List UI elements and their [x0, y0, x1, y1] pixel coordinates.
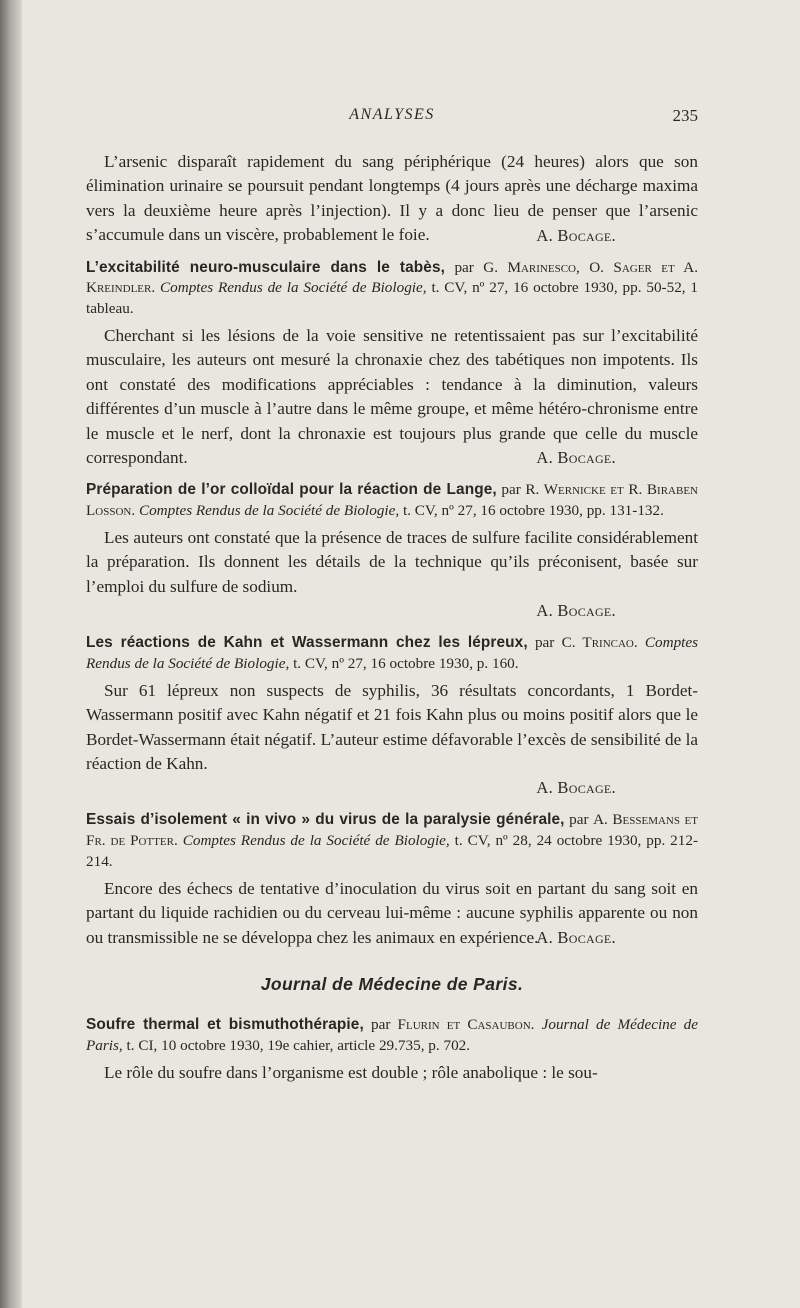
- by-word: par: [569, 811, 589, 829]
- source-details: t. CV, nº 27, 16 octobre 1930, pp. 50-52, 1 tableau.: [86, 279, 699, 318]
- running-head: [86, 106, 698, 132]
- article-title: Les réactions de Kahn et Wassermann chez les lépreux,: [86, 634, 528, 652]
- abstract-body: L’arsenic disparaît rapidement du sang périphérique (24 heures) alors que son élimination urinaire se poursuit pendant longtemps (4 jours après une décharge maxima vers la deuxième heure après l’injection). Il y a donc lieu de penser que l’arsenic s’accumule dans un viscère, probablement le foie.: [86, 152, 698, 245]
- source-journal: Comptes Rendus de la Société de Biologie,: [138, 502, 400, 520]
- authors: Flurin et Casaubon.: [397, 1016, 535, 1034]
- source-journal: Journal de Médecine de Paris,: [86, 1016, 699, 1054]
- by-word: par: [534, 634, 555, 652]
- by-word: par: [370, 1016, 391, 1034]
- article-title: L’excitabilité neuro-musculaire dans le tabès,: [86, 258, 445, 276]
- article-title: Préparation de l’or colloïdal pour la réaction de Lange,: [86, 481, 497, 499]
- scan-edge-shadow: [0, 0, 22, 1308]
- abstract-entry: [86, 480, 698, 623]
- authors: R. Wernicke et R. Biraben Losson.: [86, 481, 698, 520]
- journal-section-heading: Journal de Médecine de Paris.: [260, 974, 524, 995]
- abstract-entry: [86, 1015, 698, 1085]
- abstract-entry: [86, 810, 698, 950]
- abstract-signature: A. Bocage.: [536, 928, 616, 948]
- by-word: par: [501, 481, 521, 499]
- article-title: Essais d’isolement « in vivo » du virus de la paralysie générale,: [86, 811, 565, 829]
- page-content: [86, 150, 698, 1085]
- source-details: t. CV, nº 27, 16 octobre 1930, pp. 131-132.: [402, 502, 664, 520]
- abstract-body: Le rôle du soufre dans l’organisme est double ; rôle anabolique : le sou-: [104, 1062, 598, 1082]
- intro-abstract: [86, 150, 698, 248]
- authors: C. Trincao.: [561, 634, 638, 652]
- abstract-signature: A. Bocage.: [536, 778, 616, 798]
- source-details: t. CV, nº 28, 24 octobre 1930, pp. 212-214.: [86, 832, 699, 871]
- abstract-body: Encore des échecs de tentative d’inoculation du virus soit en partant du sang soit en partant du liquide rachidien ou du cerveau lui-même : aucune syphilis apparente ou non ou transmissible ne se développa chez les animaux en expérience.: [86, 878, 698, 947]
- article-title: Soufre thermal et bismuthothérapie,: [86, 1016, 364, 1034]
- abstract-signature: A. Bocage.: [536, 225, 616, 245]
- abstract-entry: [86, 633, 698, 800]
- source-details: t. CV, nº 27, 16 octobre 1930, p. 160.: [293, 655, 519, 673]
- source-journal: Comptes Rendus de la Société de Biologie,: [182, 832, 450, 850]
- reference: [86, 633, 698, 675]
- page-number: 235: [672, 106, 698, 125]
- authors: A. Bessemans et Fr. de Potter.: [86, 811, 698, 850]
- source-details: t. CI, 10 octobre 1930, 19e cahier, article 29.735, p. 702.: [126, 1036, 471, 1054]
- reference: [86, 1015, 698, 1057]
- running-head-title: ANALYSES: [349, 106, 435, 123]
- abstract-body: Cherchant si les lésions de la voie sensitive ne retentissaient pas sur l’excitabilité musculaire, les auteurs ont mesuré la chronaxie chez des tabétiques non impotents. Ils ont constaté des modifications appréciables : tendance à la diminution, valeurs différentes d’un muscle à l’autre dans le même groupe, et même hétéro-chronisme entre le muscle et le nerf, dont la chronaxie est toujours plus grande que celle du muscle correspondant.: [86, 326, 698, 468]
- abstract-signature: A. Bocage.: [536, 601, 616, 621]
- by-word: par: [454, 258, 474, 276]
- abstract-entry: [86, 258, 698, 471]
- abstract-body: Sur 61 lépreux non suspects de syphilis, 36 résultats concordants, 1 Bordet-Wassermann positif avec Kahn négatif et 21 fois Kahn plus ou moins positif alors que le Bordet-Wassermann était négatif. L’auteur estime défavorable l’excès de sensibilité de la réaction de Kahn.: [86, 680, 698, 774]
- reference: [86, 480, 698, 522]
- reference: [86, 258, 698, 320]
- abstract-signature: A. Bocage.: [536, 448, 616, 468]
- authors: G. Marinesco, O. Sager et A. Kreindler.: [86, 258, 699, 297]
- source-journal: Comptes Rendus de la Société de Biologie,: [160, 279, 427, 297]
- reference: [86, 810, 698, 872]
- abstract-body: Les auteurs ont constaté que la présence de traces de sulfure facilite considérablement la préparation. Ils donnent les détails de la technique qu’ils préconisent, basée sur l’emploi du sulfure de sodium.: [86, 528, 698, 596]
- source-journal: Comptes Rendus de la Société de Biologie,: [86, 634, 699, 673]
